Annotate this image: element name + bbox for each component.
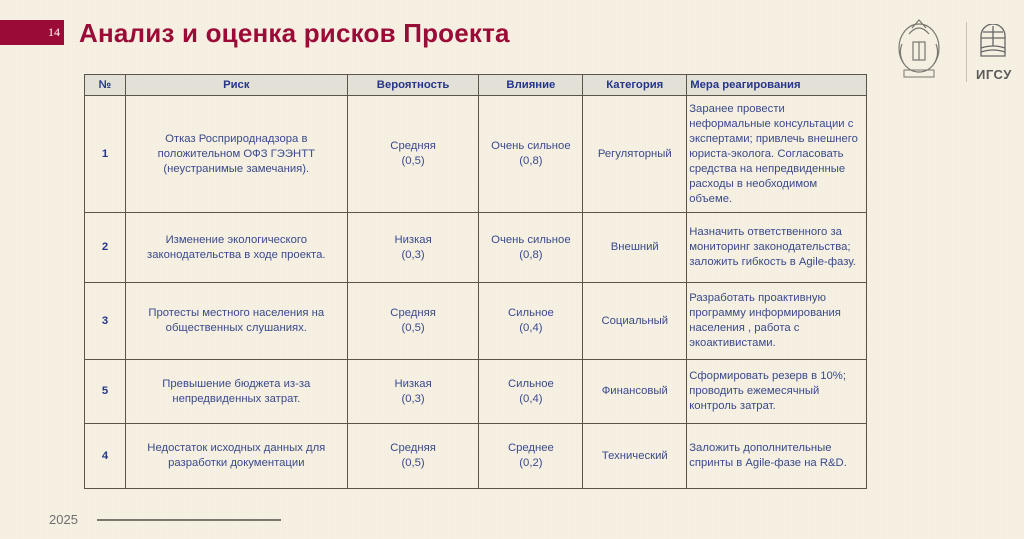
probability-value: (0,3): [401, 392, 425, 405]
impact-value: (0,8): [519, 248, 543, 261]
risk-cell: [125, 283, 347, 360]
risk-cell: [125, 424, 347, 489]
impact-value: (0,4): [519, 392, 543, 405]
impact-cell: [479, 283, 583, 360]
probability-value: (0,3): [401, 248, 425, 261]
category-cell: Социальный: [583, 283, 687, 360]
logos: [890, 10, 1020, 90]
impact-label: Очень сильное: [491, 140, 571, 152]
probability-cell: [347, 213, 479, 283]
risk-text: Изменение экологического законодательства в ходе проекта.: [147, 233, 326, 261]
footer-year: 2025: [49, 512, 78, 527]
risk-text: Отказ Росприроднадзора в положительном ОФЗ ГЭЭНТТ (неустранимые замечания).: [157, 132, 315, 175]
impact-cell: [479, 360, 583, 424]
impact-label: Очень сильное: [491, 233, 571, 246]
category-cell: Внешний: [583, 213, 687, 283]
risk-cell: [125, 96, 347, 213]
category-cell: Технический: [583, 424, 687, 489]
logo-divider: [966, 22, 967, 82]
impact-label: Сильное: [508, 377, 554, 390]
table-row: [85, 424, 867, 489]
table-row: [85, 213, 867, 283]
probability-cell: [347, 424, 479, 489]
probability-value: (0,5): [401, 155, 425, 167]
probability-label: Низкая: [394, 377, 432, 390]
impact-cell: [479, 96, 583, 213]
measure-cell: Разработать проактивную программу информирования населения , работа с экоактивистами.: [687, 283, 867, 360]
probability-value: (0,5): [401, 457, 425, 469]
measure-cell: Назначить ответственного за мониторинг законодательства; заложить гибкость в Agile-фазу.: [687, 213, 867, 283]
row-number: 5: [85, 360, 126, 424]
impact-cell: [479, 213, 583, 283]
probability-label: Средняя: [390, 307, 436, 319]
header-impact: Влияние: [479, 75, 583, 96]
footer-divider: [97, 519, 281, 521]
row-number: 2: [85, 213, 126, 283]
probability-label: Средняя: [390, 442, 436, 454]
risk-text: Протесты местного населения на общественных слушаниях.: [148, 307, 325, 334]
table-header-row: [85, 75, 867, 96]
risk-text: Превышение бюджета из-за непредвиденных затрат.: [162, 377, 311, 405]
slide-number-badge: [0, 20, 64, 45]
probability-cell: [347, 360, 479, 424]
measure-cell: Заложить дополнительные спринты в Agile-фазе на R&D.: [687, 424, 867, 489]
globe-book-icon: [978, 24, 1008, 58]
table-row: [85, 360, 867, 424]
probability-label: Низкая: [394, 233, 432, 246]
impact-value: (0,2): [519, 457, 543, 469]
impact-value: (0,8): [519, 155, 543, 167]
impact-cell: [479, 424, 583, 489]
risk-text: Недостаток исходных данных для разработки документации: [147, 442, 326, 469]
slide-number: 14: [48, 25, 60, 39]
header-category: Категория: [583, 75, 687, 96]
university-coat-of-arms-icon: [894, 14, 944, 84]
page-title: Анализ и оценка рисков Проекта: [79, 18, 510, 48]
header-probability: Вероятность: [347, 75, 479, 96]
measure-cell: Заранее провести неформальные консультации с экспертами; привлечь внешнего юриста-эколога. Согласовать средства на непредвиденные расходы в необходимом объеме.: [687, 96, 867, 213]
header-risk: Риск: [125, 75, 347, 96]
probability-cell: [347, 283, 479, 360]
measure-cell: Сформировать резерв в 10%; проводить ежемесячный контроль затрат.: [687, 360, 867, 424]
row-number: 3: [85, 283, 126, 360]
risk-table: [84, 74, 867, 489]
probability-cell: [347, 96, 479, 213]
impact-value: (0,4): [519, 322, 543, 334]
row-number: 4: [85, 424, 126, 489]
impact-label: Сильное: [508, 307, 554, 319]
header-number: №: [85, 75, 126, 96]
impact-label: Среднее: [507, 442, 554, 454]
category-cell: Регуляторный: [583, 96, 687, 213]
category-cell: Финансовый: [583, 360, 687, 424]
risk-cell: [125, 213, 347, 283]
probability-label: Средняя: [390, 140, 436, 152]
header-measure: Мера реагирования: [687, 75, 867, 96]
probability-value: (0,5): [401, 322, 425, 334]
table-row: [85, 283, 867, 360]
table-row: [85, 96, 867, 213]
igsu-label: ИГСУ: [976, 67, 1012, 82]
risk-cell: [125, 360, 347, 424]
row-number: 1: [85, 96, 126, 213]
